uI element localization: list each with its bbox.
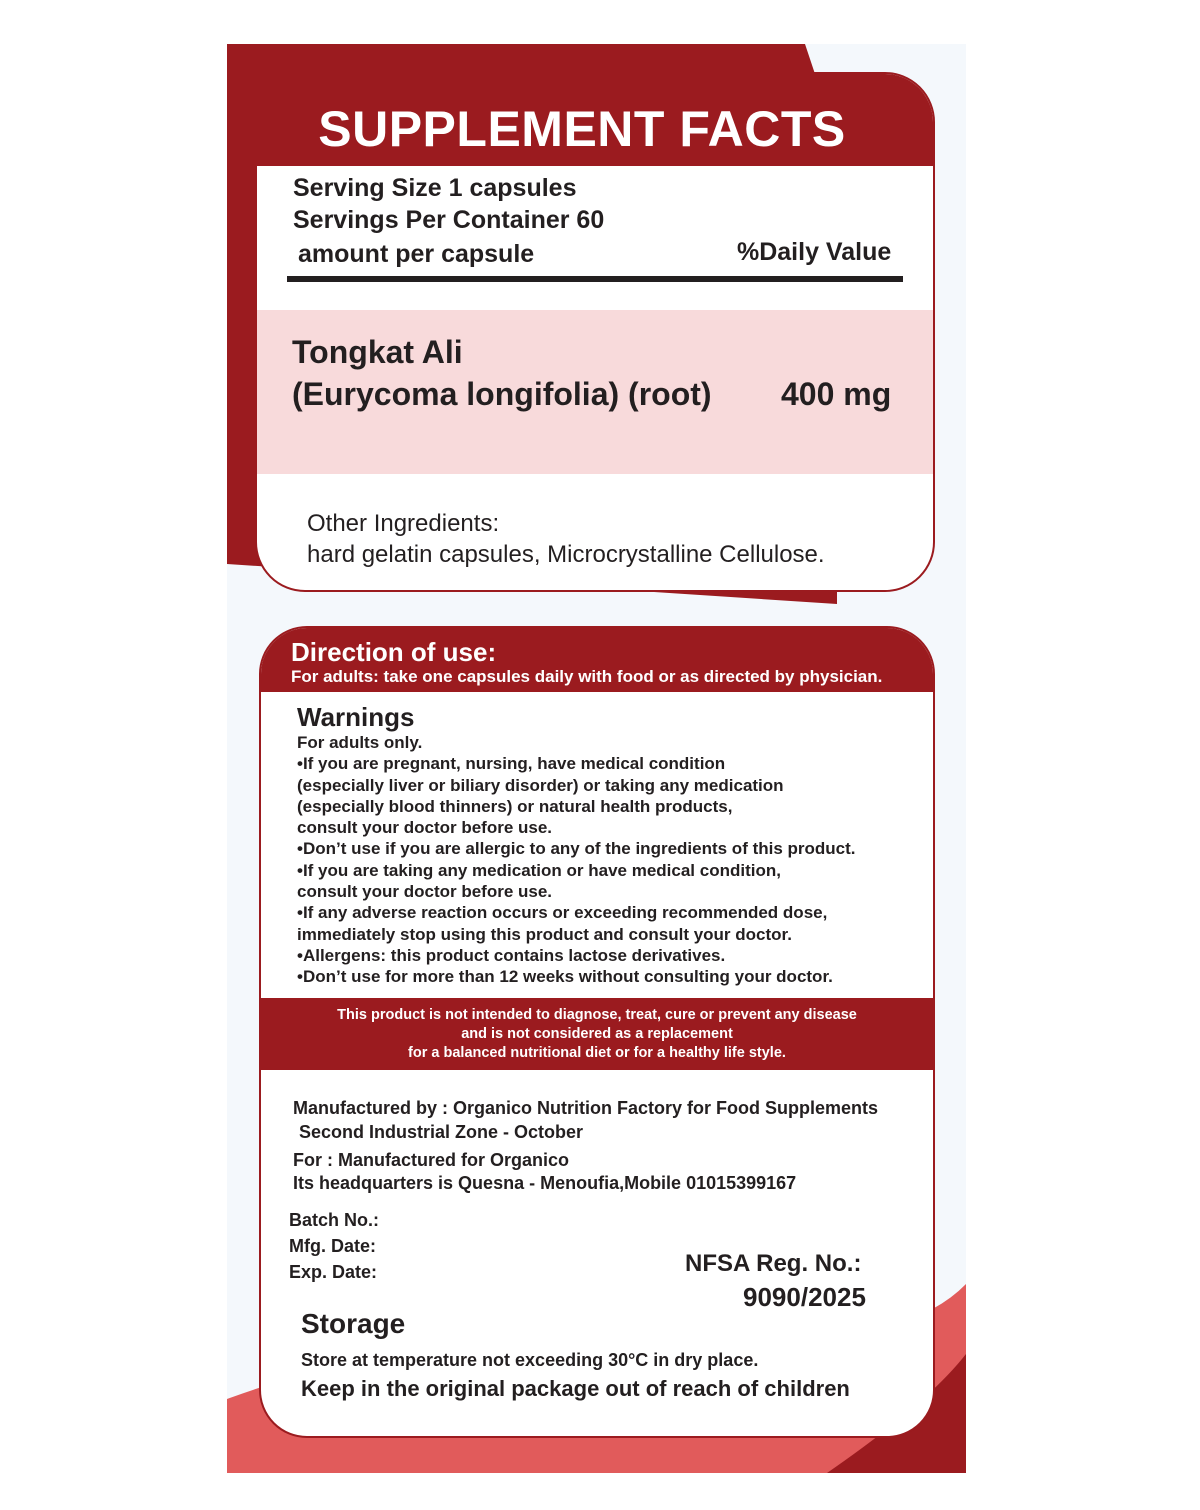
manufacturer-line3: For : Manufactured for Organico — [293, 1150, 570, 1170]
disclaimer-line: and is not considered as a replacement — [461, 1026, 733, 1042]
warning-line: For adults only. — [297, 733, 423, 752]
warning-line: immediately stop using this product and consult your doctor. — [297, 924, 792, 944]
manufacturer-line4: Its headquarters is Quesna - Menoufia,Mobile 01015399167 — [293, 1173, 797, 1193]
warning-line: •If you are pregnant, nursing, have medical condition — [297, 754, 726, 774]
facts-title: SUPPLEMENT FACTS — [318, 101, 846, 157]
warnings-list — [297, 732, 856, 988]
nfsa-number: 9090/2025 — [743, 1282, 866, 1312]
storage-line1: Store at temperature not exceeding 30°C in dry place. — [301, 1350, 759, 1370]
warning-line: •Don’t use if you are allergic to any of the ingredients of this product. — [297, 839, 856, 859]
warning-line: consult your doctor before use. — [297, 882, 553, 902]
facts-card — [255, 72, 935, 592]
storage-title: Storage — [301, 1308, 406, 1339]
storage-line2: Keep in the original package out of reach of children — [301, 1376, 850, 1401]
servings-per-container: Servings Per Container 60 — [293, 206, 605, 234]
warning-line: (especially liver or biliary disorder) or taking any medication — [297, 775, 784, 795]
batch-no: Batch No.: — [289, 1210, 379, 1230]
warning-line: •If any adverse reaction occurs or exceeding recommended dose, — [297, 903, 828, 923]
ingredient-name: Tongkat Ali — [292, 334, 463, 370]
manufacturer-line1: Manufactured by : Organico Nutrition Factory for Food Supplements — [293, 1098, 879, 1118]
exp-date: Exp. Date: — [289, 1262, 378, 1282]
disclaimer-line: for a balanced nutritional diet or for a healthy life style. — [408, 1045, 786, 1061]
ingredient-amount: 400 mg — [781, 376, 892, 412]
info-card — [259, 626, 935, 1438]
direction-text: For adults: take one capsules daily with food or as directed by physician. — [291, 667, 883, 686]
ingredient-latin: (Eurycoma longifolia) (root) — [292, 376, 712, 412]
warnings-title: Warnings — [297, 702, 415, 732]
warning-line: •Don’t use for more than 12 weeks without consulting your doctor. — [297, 967, 833, 987]
disclaimer-text — [261, 1006, 933, 1063]
direction-title: Direction of use: — [291, 637, 497, 667]
warning-line: •If you are taking any medication or have medical condition, — [297, 860, 781, 880]
facts-divider — [287, 276, 903, 282]
disclaimer-line: This product is not intended to diagnose, treat, cure or prevent any disease — [337, 1007, 857, 1023]
dv-header: %Daily Value — [737, 238, 892, 266]
supplement-label — [227, 44, 966, 1473]
warning-line: •Allergens: this product contains lactose derivatives. — [297, 945, 726, 965]
serving-size: Serving Size 1 capsules — [293, 174, 577, 202]
nfsa-label: NFSA Reg. No.: — [685, 1250, 862, 1277]
other-ingredients-list: hard gelatin capsules, Microcrystalline Cellulose. — [307, 541, 825, 568]
warning-line: consult your doctor before use. — [297, 818, 553, 838]
amount-header: amount per capsule — [298, 240, 535, 268]
manufacturer-line2: Second Industrial Zone - October — [299, 1122, 584, 1142]
other-ingredients-title: Other Ingredients: — [307, 510, 500, 537]
mfg-date: Mfg. Date: — [289, 1236, 376, 1256]
warning-line: (especially blood thinners) or natural health products, — [297, 796, 733, 816]
